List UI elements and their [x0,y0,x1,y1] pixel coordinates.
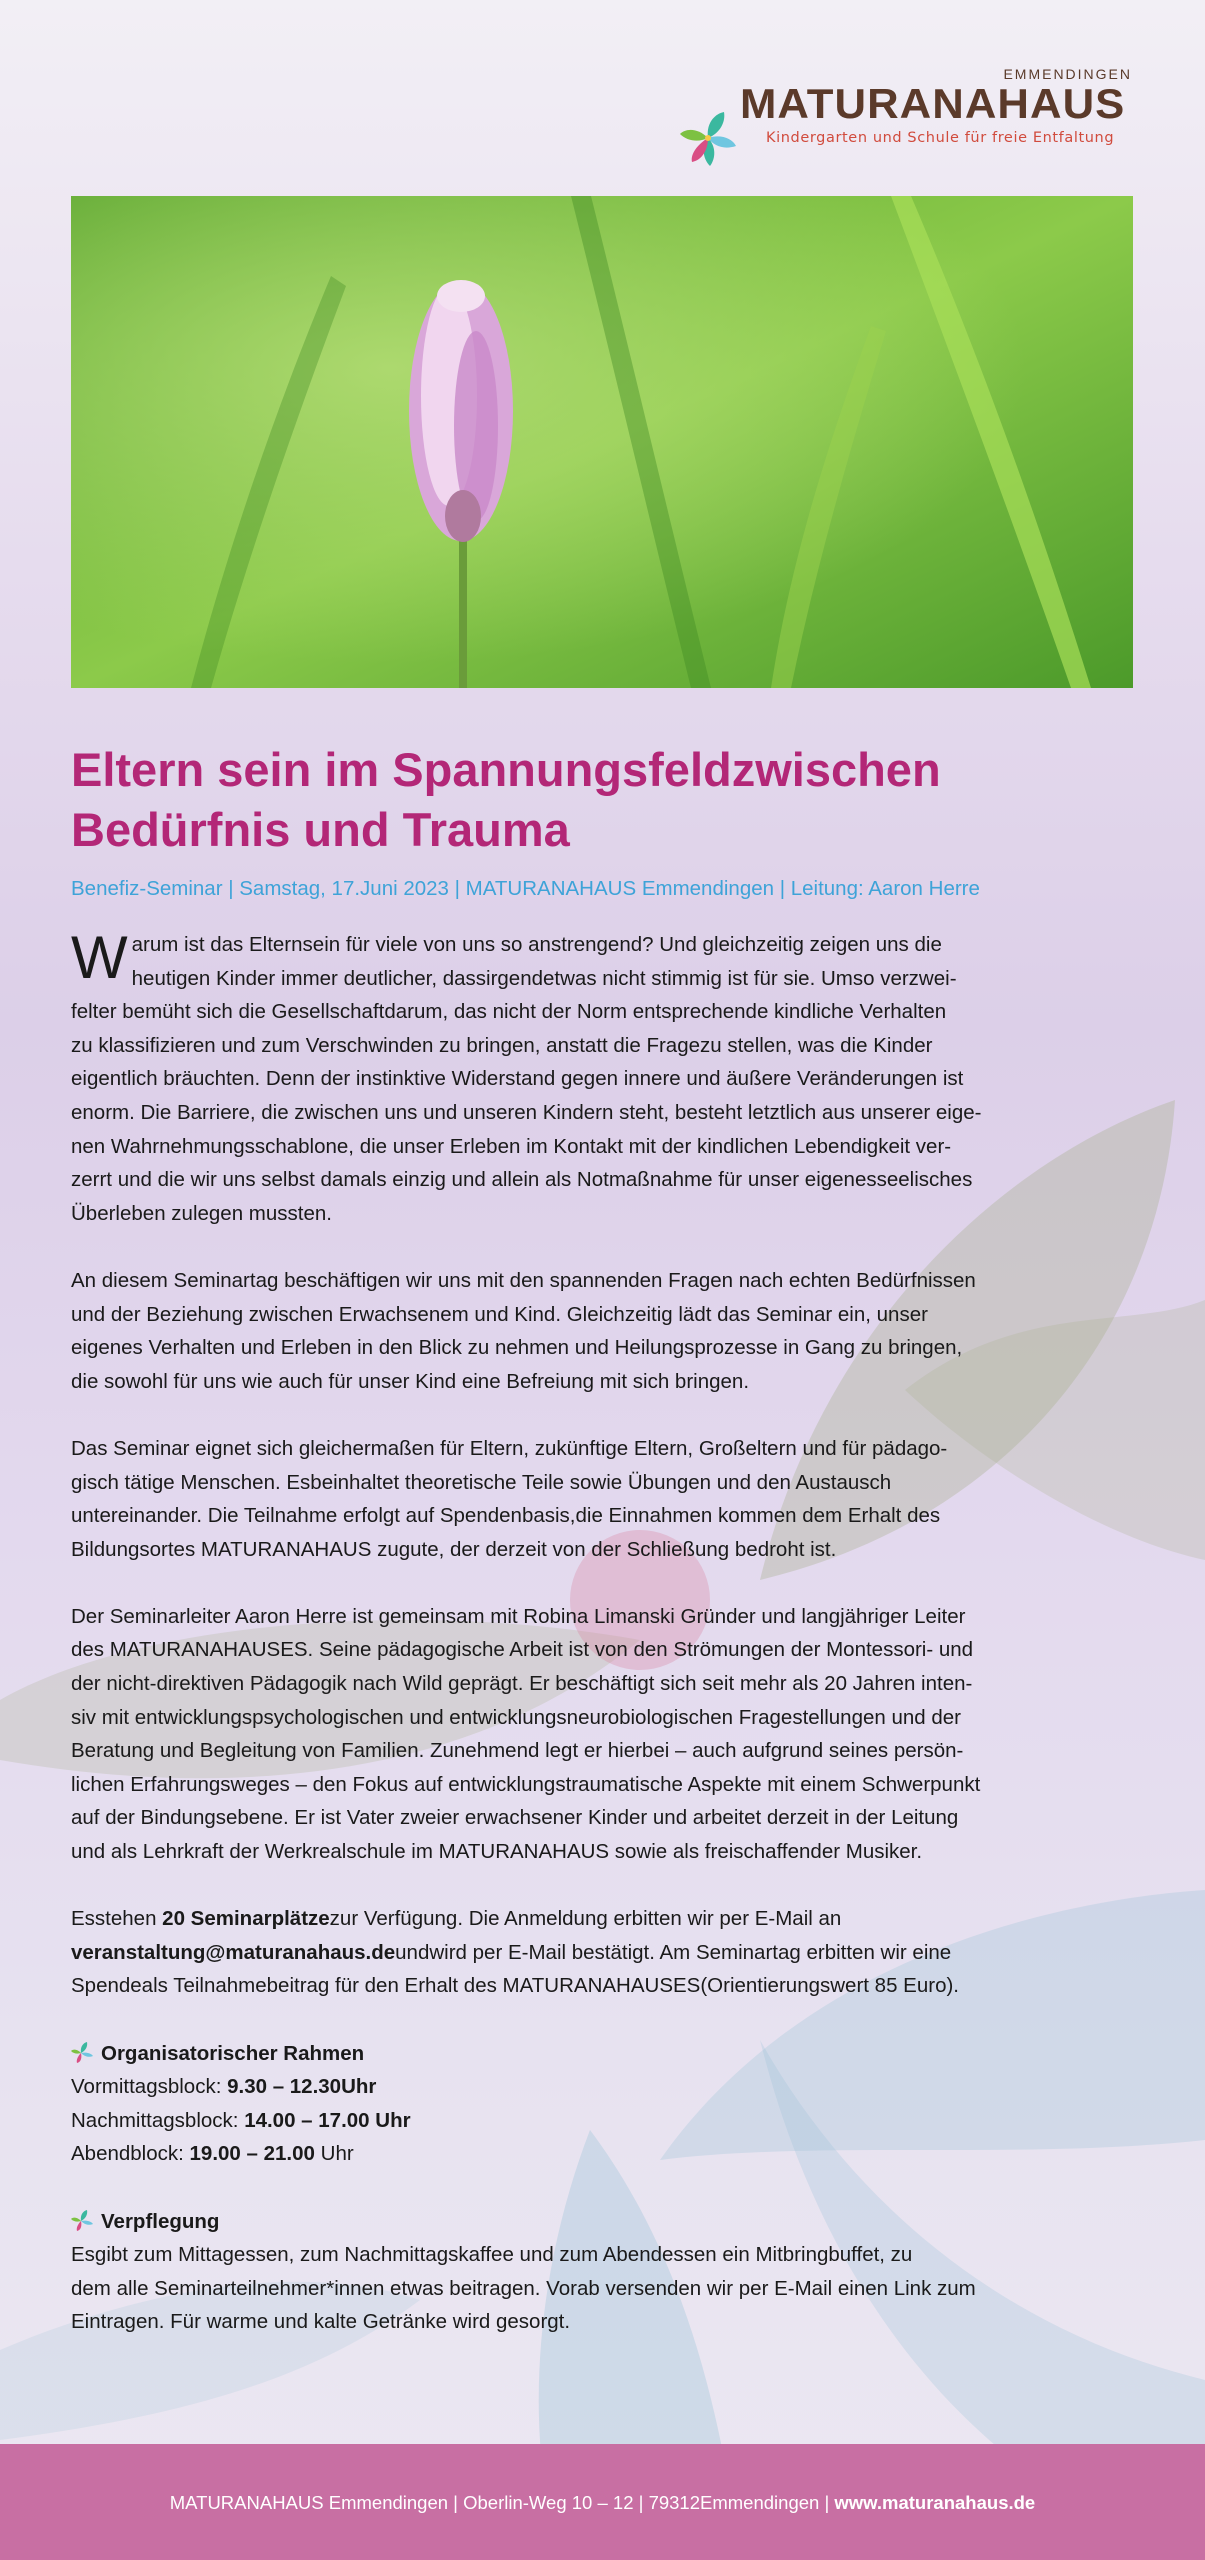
organisation-section [71,2037,1071,2171]
speaker-paragraph [71,1600,1071,1869]
text-line: heutigen Kinder immer deutlicher, dassirgendetwas nicht stimmig ist für sie. Umso verzwei- [131,966,957,990]
text-line: und als Lehrkraft der Werkrealschule im MATURANAHAUS sowie als freischaffender Musiker. [71,1840,923,1864]
text-line: enorm. Die Barriere, die zwischen uns und unseren Kindern steht, besteht letztlich aus unserer eige- [71,1100,982,1124]
text-line: auf der Bindungsebene. Er ist Vater zweier erwachsener Kinder und arbeitet derzeit in der Leitung [71,1806,959,1830]
footer-bar [0,2444,1205,2560]
sparkle-icon [71,2209,95,2231]
registration-text: undwird per E-Mail bestätigt. Am Seminartag erbitten wir eine [395,1940,952,1964]
text-line: der nicht-direktiven Pädagogik nach Wild geprägt. Er beschäftigt sich seit mehr als 20 Jahren inten- [71,1672,973,1696]
text-line [71,1902,1071,1936]
text-line: zu klassifizieren und zum Verschwinden zu bringen, anstatt die Fragezu stellen, was die Kinder [71,1033,933,1057]
audience-paragraph [71,1432,1071,1566]
page-title [71,740,1151,860]
schedule-label: Vormittagsblock: [71,2075,228,2099]
catering-heading [71,2205,1071,2239]
schedule-label: Nachmittagsblock: [71,2108,245,2132]
registration-text: zur Verfügung. Die Anmeldung erbitten wir per E-Mail an [329,1907,842,1931]
registration-paragraph [71,1902,1071,2003]
text-line: Das Seminar eignet sich gleichermaßen für Eltern, zukünftige Eltern, Großeltern und für pädago- [71,1436,948,1460]
logo-name: MATURANAHAUS [740,80,1126,127]
dropcap: W [71,924,128,991]
catering-section [71,2205,1071,2339]
registration-email-link[interactable]: veranstaltung@maturanahaus.de [71,1940,396,1964]
text-line: und der Beziehung zwischen Erwachsenem und Kind. Gleichzeitig lädt das Seminar ein, unser [71,1302,928,1326]
text-line: Eintragen. Für warme und kalte Getränke wird gesorgt. [71,2310,571,2334]
title-line-1: Eltern sein im Spannungsfeldzwischen [71,743,941,796]
brand-logo[interactable] [676,66,1136,176]
text-line: Überleben zulegen mussten. [71,1201,332,1225]
text-line: Beratung und Begleitung von Familien. Zunehmend legt er hierbei – auch aufgrund seines persön- [71,1739,964,1763]
text-line: eigenes Verhalten und Erleben in den Blick zu nehmen und Heilungsprozesse in Gang zu bringen, [71,1336,963,1360]
schedule-suffix: Uhr [314,2142,354,2166]
organisation-title: Organisatorischer Rahmen [101,2041,365,2065]
text-line: nen Wahrnehmungsschablone, die unser Erleben im Kontakt mit der kindlichen Lebendigkeit ver- [71,1134,952,1158]
schedule-row [71,2070,1071,2104]
title-line-2: Bedürfnis und Trauma [71,803,570,856]
schedule-time: 19.00 – 21.00 [189,2142,315,2166]
text-line: die sowohl für uns wie auch für unser Kind eine Befreiung mit sich bringen. [71,1369,750,1393]
text-line: eigentlich bräuchten. Denn der instinktive Widerstand gegen innere und äußere Veränderungen ist [71,1067,964,1091]
text-line: Der Seminarleiter Aaron Herre ist gemeinsam mit Robina Limanski Gründer und langjähriger Leiter [71,1604,966,1628]
organisation-heading [71,2037,1071,2071]
text-line: gisch tätige Menschen. Esbeinhaltet theoretische Teile sowie Übungen und den Austausch [71,1470,892,1494]
text-line: zerrt und die wir uns selbst damals einzig und allein als Notmaßnahme für unser eigenesseelisches [71,1168,973,1192]
registration-text: Esstehen [71,1907,163,1931]
footer-website-link[interactable]: www.maturanahaus.de [834,2492,1036,2513]
text-line: Bildungsortes MATURANAHAUS zugute, der derzeit von der Schließung bedroht ist. [71,1537,837,1561]
text-line: siv mit entwicklungspsychologischen und entwicklungsneurobiologischen Fragestellungen und der [71,1705,961,1729]
flower-photo-icon [71,196,1133,688]
logo-tagline: Kindergarten und Schule für freie Entfaltung [766,130,1115,146]
schedule-time: 14.00 – 17.00 Uhr [244,2108,411,2132]
text-line: An diesem Seminartag beschäftigen wir uns mit den spannenden Fragen nach echten Bedürfnissen [71,1268,976,1292]
text-line: felter bemüht sich die Gesellschaftdarum, das nicht der Norm entsprechende kindliche Verhalten [71,1000,947,1024]
hero-image [71,196,1133,688]
schedule-row [71,2104,1071,2138]
schedule-label: Abendblock: [71,2142,190,2166]
footer-address: MATURANAHAUS Emmendingen | Oberlin-Weg 10 – 12 | 79312Emmendingen | [169,2492,835,2513]
text-line: lichen Erfahrungsweges – den Fokus auf entwicklungstraumatische Aspekte mit einem Schwerpunkt [71,1772,981,1796]
text-line: Esgibt zum Mittagessen, zum Nachmittagskaffee und zum Abendessen ein Mitbringbuffet, zu [71,2243,913,2267]
leaf-blossom-icon [676,104,740,168]
sparkle-icon [71,2041,95,2063]
article-body [71,924,1071,2373]
footer-text [0,2492,1205,2514]
intro-paragraph [71,924,1071,1230]
schedule-time: 9.30 – 12.30Uhr [227,2075,377,2099]
text-line: dem alle Seminarteilnehmer*innen etwas beitragen. Vorab versenden wir per E-Mail einen Link zum [71,2276,976,2300]
schedule-row [71,2137,1071,2171]
text-line [71,1936,1071,1970]
text-line: Spendeals Teilnahmebeitrag für den Erhalt des MATURANAHAUSES(Orientierungswert 85 Euro). [71,1974,959,1998]
logo-city: EMMENDINGEN [1003,66,1132,82]
text-line: untereinander. Die Teilnahme erfolgt auf Spendenbasis,die Einnahmen kommen dem Erhalt des [71,1504,941,1528]
catering-title: Verpflegung [101,2209,220,2233]
seminar-paragraph [71,1264,1071,1398]
seats-count: 20 Seminarplätze [162,1907,330,1931]
event-subtitle: Benefiz-Seminar | Samstag, 17.Juni 2023 | MATURANAHAUS Emmendingen | Leitung: Aaron Herre [71,877,980,900]
text-line: des MATURANAHAUSES. Seine pädagogische Arbeit ist von den Strömungen der Montessori- und [71,1638,974,1662]
text-line: arum ist das Elternsein für viele von uns so anstrengend? Und gleichzeitig zeigen uns die [131,933,942,956]
